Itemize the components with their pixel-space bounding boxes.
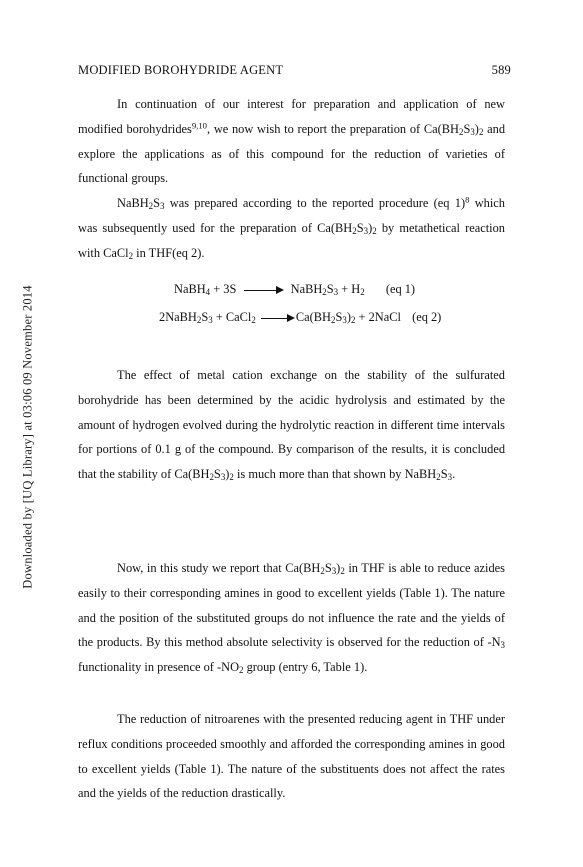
equation-1: [174, 282, 415, 297]
reaction-arrow: [244, 286, 284, 294]
subscript: 2: [478, 127, 484, 138]
text: S: [201, 310, 209, 324]
subscript: 2: [340, 566, 345, 577]
subscript: 2: [331, 315, 336, 326]
text: ): [474, 121, 479, 136]
text: borohydride has been determined by the acidic hydrolysis and estimated by the: [78, 392, 505, 407]
text: + CaCl: [212, 310, 252, 324]
text: NaBH: [404, 467, 437, 482]
subscript: 4: [205, 287, 211, 298]
text: which: [469, 196, 505, 210]
subscript: 3: [447, 472, 453, 483]
subscript: 2: [350, 315, 356, 326]
subscript: 3: [500, 640, 505, 651]
text: S: [440, 467, 448, 482]
text: the yields of the products. By this method absolute selectivity is observed for the: [78, 610, 505, 650]
text: S: [356, 220, 364, 235]
text: amount of hydrogen evolved during the hydrolytic reaction in different time: [78, 417, 459, 432]
reaction-arrow: [261, 314, 295, 322]
text: NaBH: [117, 196, 149, 210]
text: concluded that the stability of Ca(BH: [78, 442, 506, 482]
text: was subsequently used for the preparation of Ca(BH: [78, 220, 353, 235]
text: functional groups.: [78, 171, 169, 186]
text: + 2NaCl: [355, 310, 401, 324]
text: was prepared according to the reported procedure (eq 1): [164, 196, 466, 210]
subscript: 3: [342, 315, 347, 326]
text: The effect of metal cation exchange on the stability of the sulfurated: [117, 368, 505, 382]
text: S: [153, 196, 161, 210]
text: ): [368, 220, 373, 235]
text: with CaCl: [78, 245, 129, 260]
text: S: [463, 121, 471, 136]
text: in THF(eq 2).: [133, 245, 205, 260]
text: ): [336, 561, 341, 575]
text: , we now wish to report the preparation of Ca(BH: [207, 121, 459, 136]
text: + 3S: [210, 282, 237, 296]
text: NaBH: [174, 282, 206, 296]
text: S: [213, 467, 221, 482]
text: 2NaBH: [159, 310, 197, 324]
text: S: [335, 310, 343, 324]
text: azides easily to their corresponding amines in good to excellent yields (Table 1).: [78, 561, 505, 600]
text: NaBH: [290, 282, 323, 296]
paragraph-1-text: [78, 92, 505, 191]
text: S: [324, 561, 332, 575]
subscript: 3: [363, 226, 369, 237]
running-header: [78, 63, 511, 78]
citation: 8: [465, 194, 470, 205]
text: by metathetical reaction: [376, 220, 505, 235]
text: not affect the rates and the yields of the reduction drastically.: [78, 761, 506, 801]
subscript: 2: [436, 472, 441, 483]
text: intervals for portions of 0.1 g of the compound. By comparison of the results, it is: [78, 417, 505, 457]
subscript: 3: [160, 201, 165, 212]
text: + H: [338, 282, 361, 296]
citation: 9,10: [191, 120, 207, 131]
paragraph-4-text: [78, 556, 505, 680]
subscript: 2: [322, 287, 327, 298]
subscript: 2: [372, 226, 377, 237]
text: The reduction of nitroarenes with the presented reducing agent in THF: [117, 712, 474, 726]
text: reduction of -N: [423, 635, 501, 650]
running-title: MODIFIED BOROHYDRIDE AGENT: [78, 63, 284, 77]
text: modified borohydrides: [78, 121, 192, 136]
text: functionality in presence of -NO: [78, 660, 240, 675]
text: .: [452, 467, 456, 482]
paragraph-2-text: [78, 191, 505, 265]
equation-label: (eq 1): [385, 282, 416, 296]
page-number: 589: [491, 63, 511, 77]
paragraph-3-text: [78, 363, 505, 487]
text: S: [326, 282, 334, 296]
equation-2: [159, 310, 441, 325]
subscript: 3: [333, 287, 339, 298]
subscript: 3: [220, 472, 226, 483]
text: is much more than that shown by: [233, 467, 402, 482]
subscript: 3: [208, 315, 213, 326]
text: In continuation of our interest for preparation and application of new: [117, 97, 505, 111]
subscript: 3: [470, 127, 475, 138]
text: Now, in this study we report that Ca(BH: [117, 561, 321, 575]
text: amines in good to excellent yields (Table 1). The nature of the substituents does: [78, 736, 505, 776]
subscript: 3: [331, 566, 337, 577]
text: and explore the applications as of this compound for the reduction of varieties of: [78, 121, 506, 161]
subscript: 2: [251, 315, 256, 326]
text: in THF is able to reduce: [344, 561, 471, 575]
text: ): [346, 310, 351, 324]
text: group (entry 6, Table 1).: [243, 660, 368, 675]
paragraph-5-text: [78, 707, 505, 806]
download-watermark: Downloaded by [UQ Library] at 03:06 09 November 2014: [20, 285, 35, 589]
text: under reflux conditions proceeded smoothly and afforded the corresponding: [78, 712, 505, 751]
subscript: 2: [229, 472, 234, 483]
equation-label: (eq 2): [412, 310, 442, 324]
text: ): [225, 467, 230, 482]
subscript: 2: [209, 472, 214, 483]
subscript: 2: [128, 250, 134, 261]
subscript: 2: [320, 566, 325, 577]
text: Ca(BH: [295, 310, 331, 324]
subscript: 2: [458, 127, 464, 138]
subscript: 2: [239, 665, 244, 676]
subscript: 2: [196, 315, 202, 326]
subscript: 2: [148, 201, 154, 212]
subscript: 2: [360, 287, 365, 298]
subscript: 2: [352, 226, 357, 237]
text: The nature and the position of the substituted groups do not influence the rate and: [78, 585, 506, 625]
